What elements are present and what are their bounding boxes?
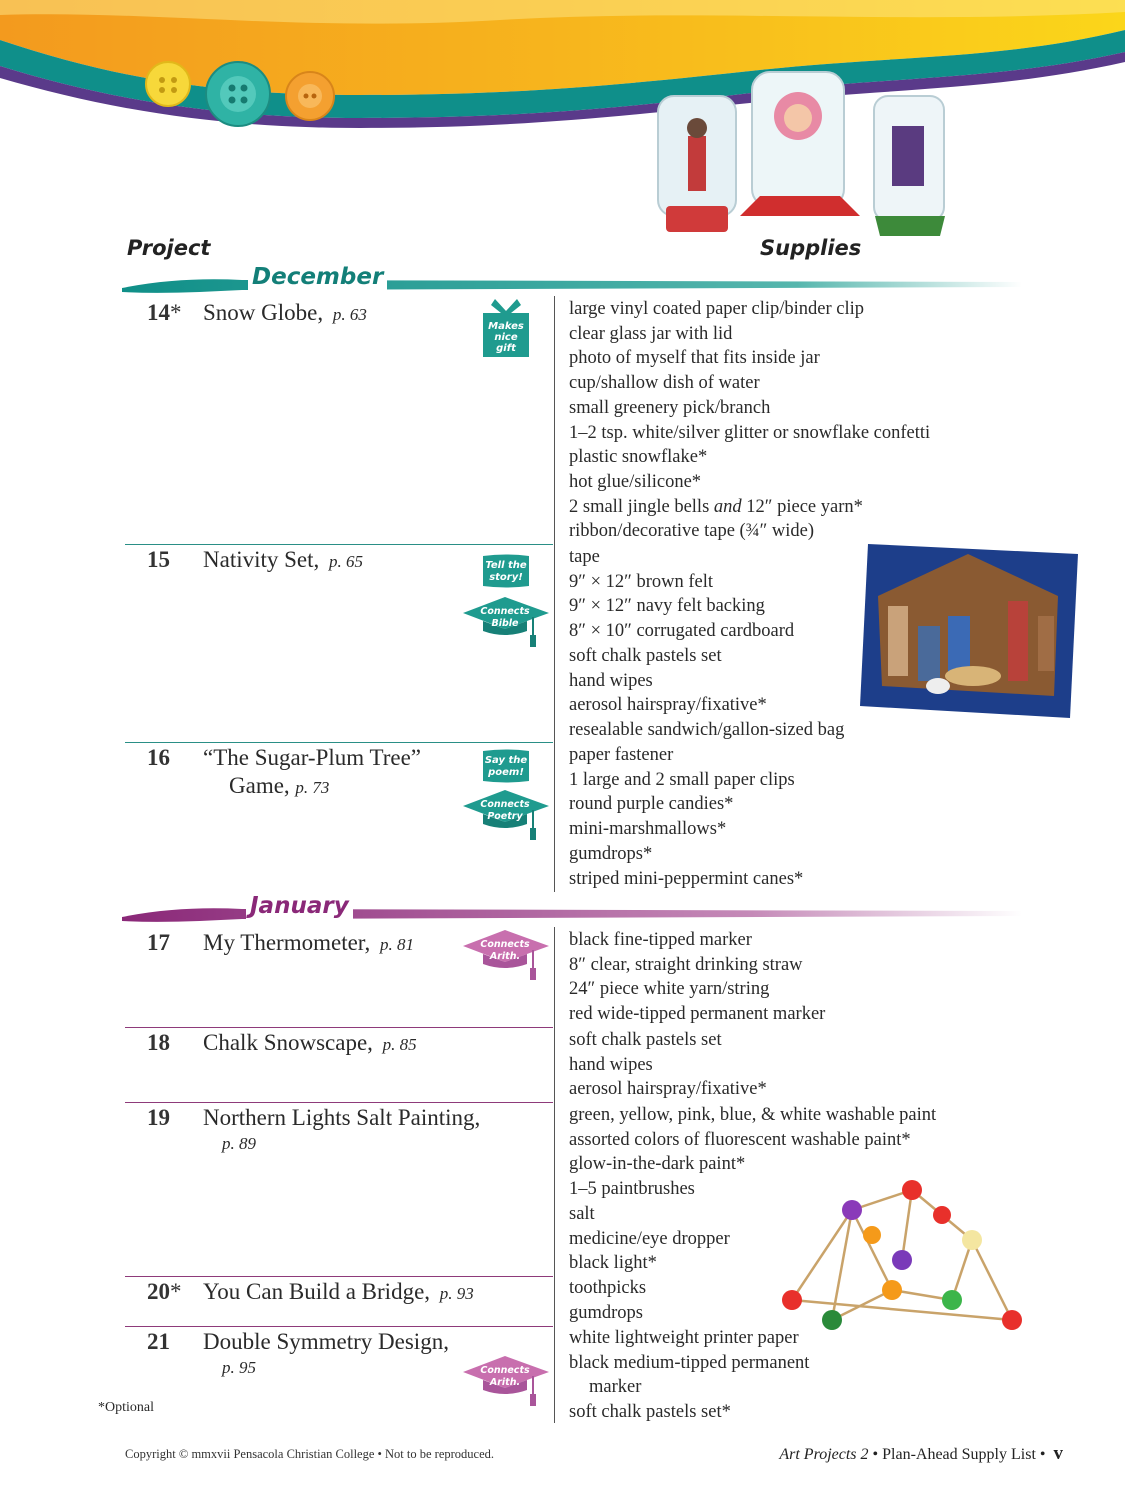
badge-text: poem!	[488, 767, 524, 778]
row-divider	[125, 544, 553, 545]
project-title: My Thermometer, p. 81	[203, 930, 415, 955]
supply-item: hand wipes	[569, 1054, 653, 1075]
supply-item: large vinyl coated paper clip/binder clip	[569, 299, 865, 319]
supplies-list-18	[569, 1028, 1109, 1102]
supply-item: black medium-tipped permanent	[569, 1352, 810, 1373]
optional-footnote: *Optional	[98, 1400, 154, 1415]
supply-item: round purple candies*	[569, 794, 734, 815]
makes-nice-gift-badge	[481, 297, 531, 359]
supply-item: marker	[589, 1377, 642, 1398]
row-divider	[125, 742, 553, 743]
month-january: January	[246, 893, 353, 919]
supply-item: red wide-tipped permanent marker	[569, 1004, 826, 1025]
supply-item: 8″ clear, straight drinking straw	[569, 954, 803, 975]
connects-bible-badge	[461, 597, 551, 649]
supplies-list-16	[569, 743, 1109, 891]
supply-item: medicine/eye dropper	[569, 1228, 730, 1249]
supply-item: cup/shallow dish of water	[569, 373, 760, 394]
project-title-cont: Game, p. 73	[229, 773, 330, 798]
supply-item: ribbon/decorative tape (¾″ wide)	[569, 521, 815, 542]
row-divider	[125, 1326, 553, 1327]
badge-text: Bible	[491, 618, 519, 629]
project-title: “The Sugar-Plum Tree”	[203, 745, 422, 770]
badge-text: Connects	[480, 939, 530, 950]
supply-item: gumdrops*	[569, 843, 653, 864]
supply-item: 9″ × 12″ brown felt	[569, 571, 714, 592]
supply-item: white lightweight printer paper	[569, 1328, 799, 1348]
section-title: Plan-Ahead Supply List	[882, 1446, 1036, 1463]
supplies-list-14	[569, 297, 1109, 544]
supplies-column-heading: Supplies	[760, 236, 862, 260]
connects-arith-badge	[461, 1356, 551, 1408]
supply-item: green, yellow, pink, blue, & white washable paint	[569, 1105, 937, 1125]
supply-item: toothpicks	[569, 1278, 647, 1298]
badge-text: gift	[496, 343, 516, 354]
row-divider	[125, 1102, 553, 1103]
column-divider-january	[554, 927, 555, 1423]
page-footer: Art Projects 2 • Plan-Ahead Supply List • v	[779, 1443, 1063, 1464]
supply-item: black light*	[569, 1253, 657, 1274]
project-column-heading: Project	[127, 236, 211, 260]
project-page: p. 89	[222, 1134, 256, 1153]
row-divider	[125, 1027, 553, 1028]
project-number: 16	[147, 745, 170, 770]
nativity-set-photo	[858, 536, 1083, 722]
supply-item: striped mini-peppermint canes*	[569, 868, 804, 889]
supply-item: mini-marshmallows*	[569, 819, 727, 840]
project-title: Chalk Snowscape, p. 85	[203, 1030, 417, 1055]
project-number: 14*	[147, 300, 182, 325]
supply-item: 24″ piece white yarn/string	[569, 979, 770, 1000]
supply-item: 2 small jingle bells and 12″ piece yarn*	[569, 496, 863, 517]
supply-item: 1 large and 2 small paper clips	[569, 769, 795, 790]
page-number: v	[1053, 1443, 1063, 1464]
supply-item: glow-in-the-dark paint*	[569, 1154, 746, 1175]
supply-item: soft chalk pastels set*	[569, 1402, 731, 1423]
supply-item: aerosol hairspray/fixative*	[569, 1079, 767, 1100]
supply-item: salt	[569, 1203, 595, 1224]
book-title: Art Projects 2	[779, 1446, 869, 1463]
supply-item: soft chalk pastels set	[569, 1030, 722, 1050]
badge-text: story!	[489, 572, 523, 583]
badge-text: Connects	[480, 606, 530, 617]
column-divider-december	[554, 296, 555, 892]
supply-item: gumdrops	[569, 1302, 643, 1323]
supply-item: 1–5 paintbrushes	[569, 1179, 695, 1200]
badge-text: Poetry	[487, 811, 523, 822]
supply-item: hand wipes	[569, 670, 653, 691]
supply-item: plastic snowflake*	[569, 447, 708, 468]
project-title: Nativity Set, p. 65	[203, 547, 364, 572]
badge-text: Tell the	[485, 560, 527, 571]
supply-item: resealable sandwich/gallon-sized bag	[569, 719, 845, 740]
badge-text: Arith.	[489, 1377, 521, 1388]
supply-item: clear glass jar with lid	[569, 323, 733, 344]
supply-item: soft chalk pastels set	[569, 645, 722, 666]
project-number: 17	[147, 930, 170, 955]
project-title: You Can Build a Bridge, p. 93	[203, 1279, 474, 1304]
project-title: Double Symmetry Design,	[203, 1329, 449, 1354]
row-divider	[125, 1276, 553, 1277]
supply-item: assorted colors of fluorescent washable paint*	[569, 1129, 911, 1150]
project-number: 21	[147, 1329, 170, 1354]
supply-item: 1–2 tsp. white/silver glitter or snowflake confetti	[569, 422, 931, 443]
supply-item: 8″ × 10″ corrugated cardboard	[569, 621, 795, 642]
month-december: December	[248, 264, 387, 290]
supply-item: aerosol hairspray/fixative*	[569, 695, 767, 716]
project-number: 18	[147, 1030, 170, 1055]
badge-text: nice	[494, 332, 518, 343]
project-number: 20*	[147, 1279, 182, 1304]
supplies-list-21	[569, 1326, 1109, 1425]
snow-globe-photo	[650, 66, 950, 246]
project-number: 19	[147, 1105, 170, 1130]
say-the-poem-badge	[480, 748, 532, 784]
supply-item: small greenery pick/branch	[569, 397, 771, 418]
tell-the-story-badge	[480, 553, 532, 589]
badge-text: Say the	[484, 755, 528, 766]
supply-item: photo of myself that fits inside jar	[569, 348, 820, 369]
supply-item: black fine-tipped marker	[569, 930, 752, 950]
supply-item: paper fastener	[569, 745, 674, 765]
supply-item: 9″ × 12″ navy felt backing	[569, 596, 765, 617]
supplies-list-17	[569, 928, 1109, 1027]
project-page: p. 95	[222, 1358, 256, 1377]
connects-poetry-badge	[461, 790, 551, 842]
project-number: 15	[147, 547, 170, 572]
badge-text: Connects	[480, 799, 530, 810]
copyright-notice: Copyright © mmxvii Pensacola Christian College • Not to be reproduced.	[125, 1447, 495, 1461]
badge-text: Makes	[488, 321, 524, 332]
project-title: Snow Globe, p. 63	[203, 300, 367, 325]
badge-text: Arith.	[489, 951, 521, 962]
supply-item: tape	[569, 547, 600, 567]
connects-arith-badge	[461, 930, 551, 982]
supply-item: hot glue/silicone*	[569, 471, 702, 492]
badge-text: Connects	[480, 1365, 530, 1376]
supplies-list-20	[569, 1276, 1109, 1325]
project-title: Northern Lights Salt Painting,	[203, 1105, 481, 1130]
buttons-illustration	[140, 58, 340, 130]
